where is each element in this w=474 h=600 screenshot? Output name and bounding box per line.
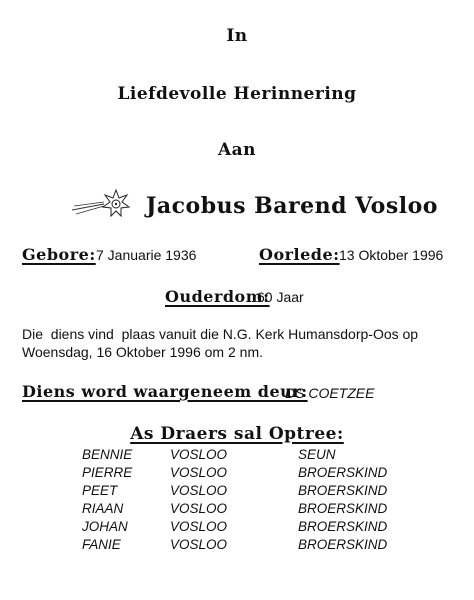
- bearer-relation: BROERSKIND: [298, 483, 388, 498]
- bearer-first-name: RIAAN: [82, 501, 124, 516]
- died-label: Oorlede:: [259, 245, 340, 264]
- deceased-name: Jacobus Barend Vosloo: [146, 193, 438, 219]
- bearer-first-name: BENNIE: [82, 447, 133, 462]
- bearer-relation: BROERSKIND: [298, 519, 388, 534]
- bearer-first-name: PIERRE: [82, 465, 133, 480]
- bearer-relation: SEUN: [298, 447, 336, 462]
- bearer-last-name: VOSLOO: [170, 483, 228, 498]
- heading-in: In: [226, 26, 248, 46]
- age-label: Ouderdom:: [165, 287, 270, 306]
- service-line-2: Woensdag, 16 Oktober 1996 om 2 nm.: [22, 344, 263, 360]
- bearer-first-name: FANIE: [82, 537, 121, 552]
- heading-of: Aan: [217, 140, 257, 160]
- officiant-label: Diens word waargeneem deur:: [22, 382, 308, 401]
- bearer-first-name: PEET: [82, 483, 118, 498]
- bearer-last-name: VOSLOO: [170, 537, 228, 552]
- bearer-last-name: VOSLOO: [170, 519, 228, 534]
- bearer-relation: BROERSKIND: [298, 501, 388, 516]
- bearer-relation: BROERSKIND: [298, 465, 388, 480]
- age-value: 60 Jaar: [257, 289, 304, 305]
- bearer-relation: BROERSKIND: [298, 537, 388, 552]
- star-comet-icon: [70, 184, 142, 230]
- born-value: 7 Januarie 1936: [96, 247, 197, 263]
- bearer-first-name: JOHAN: [82, 519, 128, 534]
- officiant-value: DS COETZEE: [285, 385, 375, 401]
- died-value: 13 Oktober 1996: [339, 247, 444, 263]
- bearer-last-name: VOSLOO: [170, 501, 228, 516]
- bearer-last-name: VOSLOO: [170, 465, 228, 480]
- service-line-1: Die diens vind plaas vanuit die N.G. Kerk Humansdorp-Oos op: [22, 326, 419, 342]
- heading-in-memory: Liefdevolle Herinnering: [117, 84, 357, 104]
- bearer-last-name: VOSLOO: [170, 447, 228, 462]
- bearers-heading: As Draers sal Optree:: [130, 424, 344, 444]
- born-label: Gebore:: [22, 245, 96, 264]
